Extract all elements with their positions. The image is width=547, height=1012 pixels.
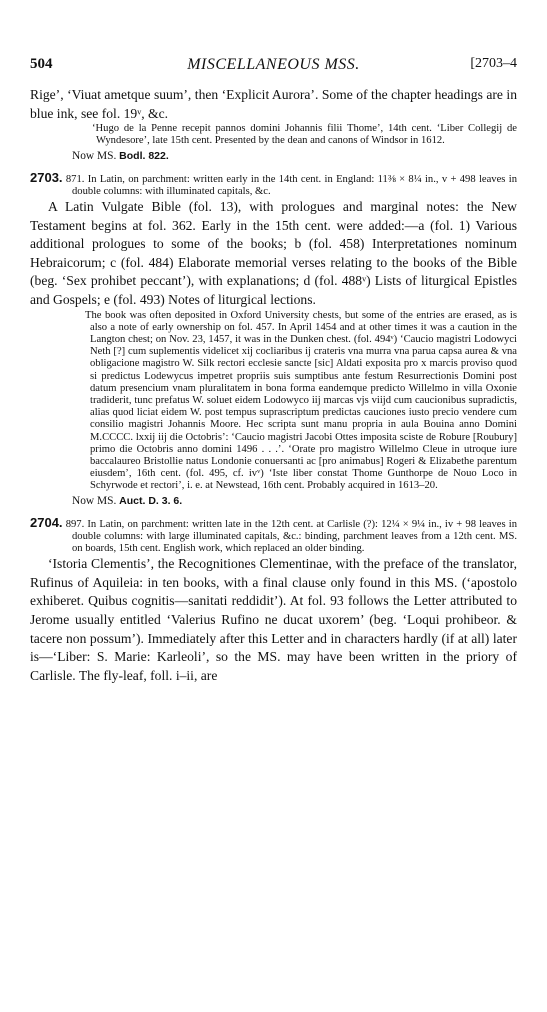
entry-description-text: 897. In Latin, on parchment: written late in the 12th cent. at Carlisle (?): 12¼ × 9¼ in., iv + 98 leaves in double columns: with large illuminated capitals, &c.: binding, parchment leaves from a 12th cent. MS. on boards, 15th cent. English work, which replaced an older binding. <box>65 518 517 555</box>
shelfmark-prefix: Now MS. <box>72 149 117 162</box>
entry-number: 2703. <box>30 169 63 185</box>
entry-2704-description <box>30 514 517 556</box>
entry-2703-note: The book was often deposited in Oxford University chests, but some of the entries are erased, as is also a note of early ownership on fol. 457. In April 1454 and at other times it was a caution in the Langton chest; on Nov. 23, 1457, it was in the Dunken chest. (fol. 494ᵛ) ‘Caucio magistri Lodowyci Neth [?] cum suplementis videlicet xij cocliaribus ij crateris vna murra vna parua capsa aurea & vna obligacione magistro W. Silk rectori ecclesie sancte [sic] Aldati exposita pro x marcis proviso quod si predictus Lodewycus impetret propriis suis sumptibus ante festum Resurrectionis Domini post datum presencium vnam pluralitatem in bona forma eandemque predicto Willelmo in villa Oxonie tradiderit, tunc prefatus W. soluet eidem Lodowyco iij marcas vjs viijd cum caucionibus supradictis, alias quod liciat eidem W. post tempus suprascriptum predictas cauciones iusto precio vendere cum consilio magistri Johannis Moore. Hec scripta sunt manu propria in aula Bouina anno Domini M.CCCC. lxxij iij die Octobris’: ‘Caucio magistri Jacobi Ottes imposita sciste de Robure [Roubury] primo die Octobris anno domini 1496 . . .’. ‘Orate pro magistro Willelmo Cleue in utroque iure baccalaureo Bristollie natus Londonie conuersanti ac [pro animabus] Rogeri & Elizabethe parentum eiusdem’, 16th cent. (fol. 495, cf. ivᵛ) ‘Iste liber constat Thome Gunthorpe de Nouo Loco in Schyrwode et rectori’, i. e. at Newstead, 16th cent. Probably acquired in 1613–20. <box>85 309 517 492</box>
page-body <box>30 86 517 685</box>
page-number: 504 <box>30 56 53 72</box>
entry-2704-paragraph: ‘Istoria Clementis’, the Recognitiones Clementinae, with the preface of the translator, Rufinus of Aquileia: in ten books, with a final clause only found in this MS. (‘apostolo exhiberet. Quibus cognitis—sanitati reddidit’). At fol. 93 follows the Letter attributed to Jerome usually entitled ‘Valerius Rufino ne ducat uxorem’ (beg. ‘Loqui prohibeor. & tacere non possum’). Immediately after this Letter and in characters hardly (if at all) later is—‘Liber: S. Marie: Karleoli’, so the MS. may have been written in the priory of Carlisle. The fly-leaf, foll. i–ii, are <box>30 556 517 683</box>
entry-range: [2703–4 <box>470 56 517 71</box>
intro-note: ‘Hugo de la Penne recepit pannos domini Johannis filii Thome’, 14th cent. ‘Liber Collegij de Wyndesore’, late 15th cent. Presented by the dean and canons of Windsor in 1612. <box>92 123 517 147</box>
entry-2703-description <box>30 169 517 198</box>
shelfmark-value: Auct. D. 3. 6. <box>119 494 183 507</box>
entry-number: 2704. <box>30 514 63 530</box>
shelfmark-prefix: Now MS. <box>72 494 117 507</box>
intro-shelfmark <box>72 149 517 163</box>
intro-paragraph: Rige’, ‘Viuat ametque suum’, then ‘Explicit Aurora’. Some of the chapter headings are in blue ink, see fol. 19ᵛ, &c. <box>30 87 517 121</box>
entry-2703-paragraph: A Latin Vulgate Bible (fol. 13), with prologues and marginal notes: the New Testament begins at fol. 362. Early in the 15th cent. were added:—a (fol. 1) Various additional prologues to some of the books; b (fol. 458) Interpretationes nominum Hebraicorum; c (fol. 484) Elaborate memorial verses relating to the books of the Bible (beg. ‘Sex prohibet peccant’), with explanations; d (fol. 488ᵛ) Lists of liturgical Epistles and Gospels; e (fol. 493) Notes of liturgical lections. <box>30 199 517 307</box>
running-title: MISCELLANEOUS MSS. <box>187 56 360 73</box>
entry-2703-shelfmark <box>72 494 517 508</box>
shelfmark-value: Bodl. 822. <box>119 149 169 162</box>
entry-description-text: 871. In Latin, on parchment: written early in the 14th cent. in England: 11⅜ × 8¼ in., v + 498 leaves in double columns: with illuminated capitals, &c. <box>65 173 517 197</box>
running-header <box>30 56 517 78</box>
